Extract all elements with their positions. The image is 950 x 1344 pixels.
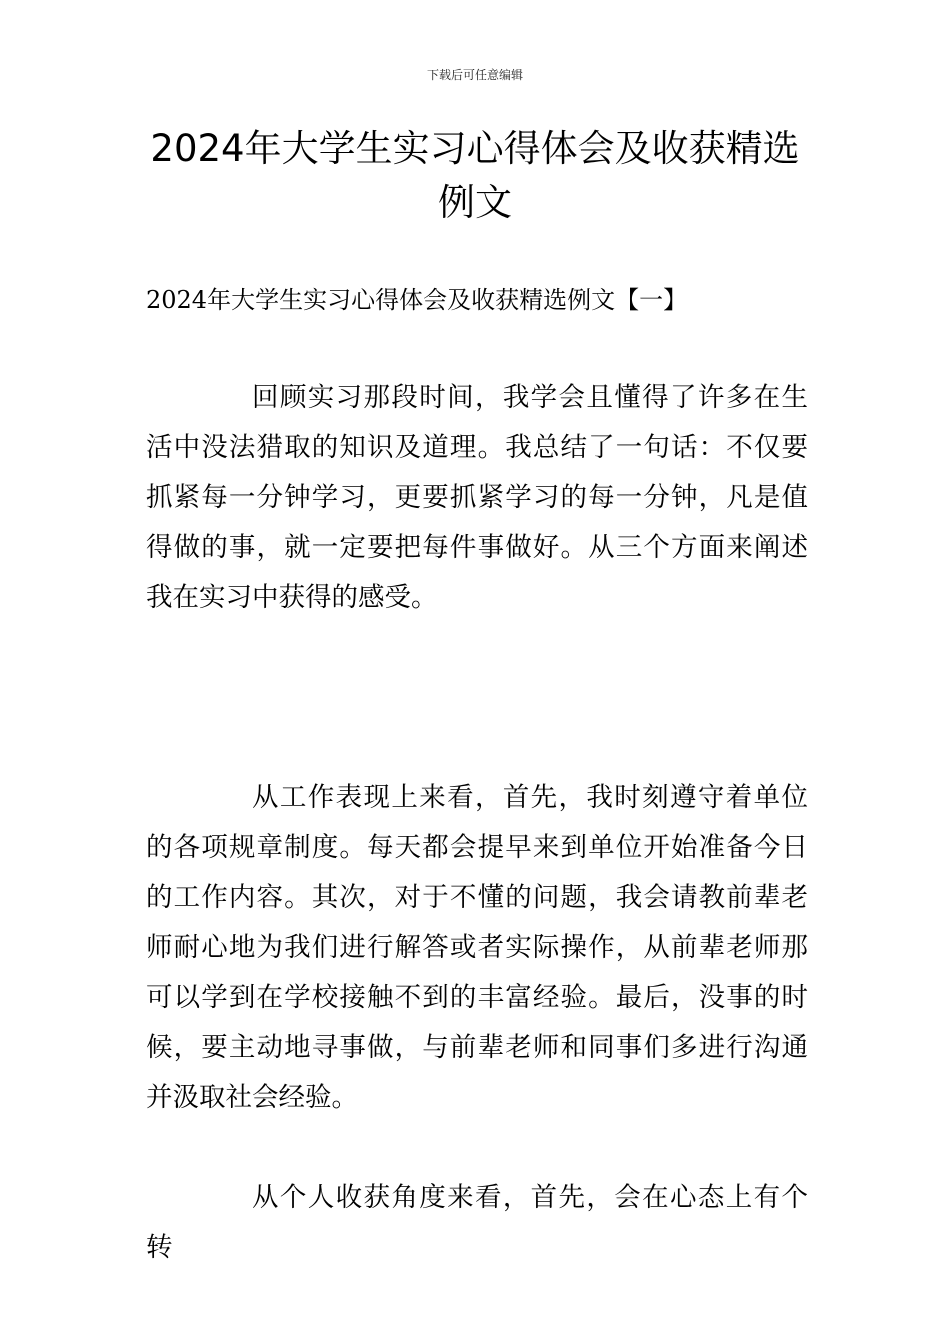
document-title: 2024年大学生实习心得体会及收获精选例文 [150,127,800,224]
paragraph-3: 从个人收获角度来看，首先，会在心态上有个转 [146,1182,808,1263]
page-header-note: 下载后可任意编辑 [426,68,523,82]
paragraph-2: 从工作表现上来看，首先，我时刻遵守着单位的各项规章制度。每天都会提早来到单位开始准备今日的工作内容。其次，对于不懂的问题，我会请教前辈老师耐心地为我们进行解答或者实际操作，从前辈老师那可以学到在学校接触不到的丰富经验。最后，没事的时候，要主动地寻事做，与前辈老师和同事们多进行沟通并汲取社会经验。 [146,782,808,1113]
paragraph-1: 回顾实习那段时间，我学会且懂得了许多在生活中没法猎取的知识及道理。我总结了一句话：不仅要抓紧每一分钟学习，更要抓紧学习的每一分钟，凡是值得做的事，就一定要把每件事做好。从三个方面来阐述我在实习中获得的感受。 [146,382,808,613]
document-subtitle: 2024年大学生实习心得体会及收获精选例文【一】 [146,286,688,314]
